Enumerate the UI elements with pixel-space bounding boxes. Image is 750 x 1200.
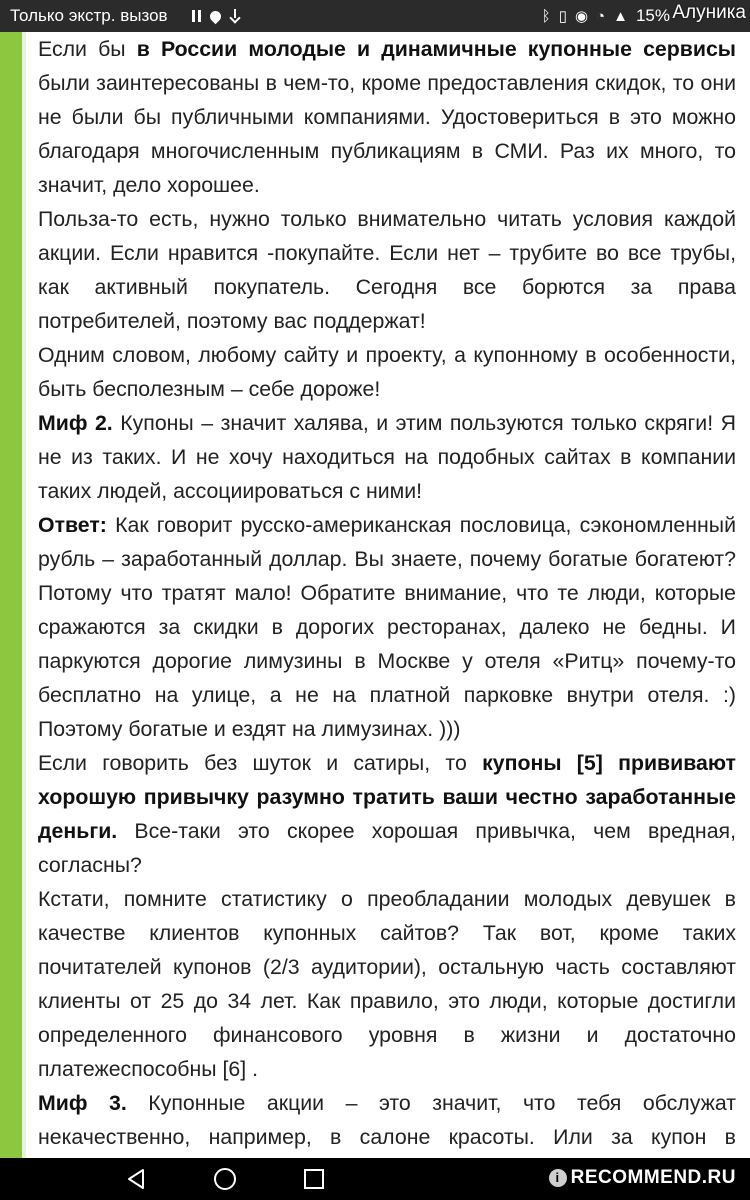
text-run: Если говорить без шуток и сатиры, то (38, 751, 483, 775)
watermark-username: Алуника (672, 2, 746, 23)
location-icon (207, 8, 223, 24)
bold-text: Миф 3. (38, 1091, 127, 1115)
text-run: были заинтересованы в чем-то, кроме предоставления скидок, то они не были бы публичными компаниями. Удостовериться в это можно благодаря многочисленным публикациям в СМИ. Раз их много, то значит, дело хорошее. (38, 71, 736, 197)
quote-accent-inner (22, 32, 26, 1158)
text-run: Одним словом, любому сайту и проекту, а купонному в особенности, быть бесполезным – себе дороже! (38, 343, 736, 401)
text-run: Все-таки это скорее хорошая привычка, чем вредная, согласны? (38, 819, 736, 877)
battery-percent: 15% (635, 6, 670, 25)
status-icons-left (192, 9, 241, 23)
signal-icon: ▲ (613, 7, 628, 25)
article-paragraph (38, 508, 736, 746)
article-body (38, 32, 736, 1158)
wifi-icon: ◔ (596, 7, 606, 25)
bold-text: Ответ: (38, 513, 107, 537)
recommend-logo-icon: i (549, 1169, 567, 1187)
watermark-site (549, 1167, 736, 1189)
navigation-bar (0, 1158, 750, 1200)
watermark-site-text: RECOMMEND.RU (570, 1167, 736, 1188)
bold-text: Миф 2. (38, 411, 113, 435)
vibrate-icon: ▯ (558, 7, 567, 25)
bluetooth-icon: ᛒ (541, 7, 551, 25)
home-icon[interactable] (214, 1168, 236, 1190)
article-paragraph (38, 406, 736, 508)
text-run: Польза-то есть, нужно только внимательно читать условия каждой акции. Если нравится -покупайте. Если нет – трубите во все трубы, как активный покупатель. Сегодня все борются за права потребителей, поэтому вас поддержат! (38, 207, 736, 333)
media-pause-icon (192, 10, 202, 22)
recent-apps-icon[interactable] (304, 1169, 324, 1189)
text-run: Купоны – значит халява, и этим пользуются только скряги! Я не из таких. И не хочу находиться на подобных сайтах в компании таких людей, ассоциироваться с ними! (38, 411, 736, 503)
text-run: Если бы (38, 37, 137, 61)
carrier-text: Только экстр. вызов (10, 6, 168, 25)
download-icon (229, 9, 241, 23)
eye-comfort-icon: ◉ (574, 7, 589, 25)
text-run: Купонные акции – это значит, что тебя обслужат некачественно, например, в салоне красоты. Или за купон в (38, 1091, 736, 1149)
bold-text: в России молодые и динамичные купонные сервисы (136, 37, 736, 61)
status-bar (0, 0, 750, 32)
article-paragraph (38, 338, 736, 406)
article-paragraph (38, 882, 736, 1086)
back-icon[interactable] (126, 1168, 146, 1190)
quote-accent-bar (0, 32, 22, 1158)
text-run: Как говорит русско-американская пословица, сэкономленный рубль – заработанный доллар. Вы знаете, почему богатые богатеют? Потому что тратят мало! Обратите внимание, что те люди, которые сражаются за скидки в дорогих ресторанах, далеко не бедны. И паркуются дорогие лимузины в Москве у отеля «Ритц» почему-то бесплатно на улице, а не на платной парковке внутри отеля. :) Поэтому богатые и ездят на лимузинах. ))) (38, 513, 736, 741)
article-paragraph (38, 32, 736, 202)
article-paragraph (38, 746, 736, 882)
bold-text: купоны [5] прививают хорошую привычку разумно тратить ваши честно заработанные деньги. (38, 751, 736, 843)
article-paragraph (38, 202, 736, 338)
status-left (10, 6, 241, 26)
text-run: Кстати, помните статистику о преобладании молодых девушек в качестве клиентов купонных сайтов? Так вот, кроме таких почитателей купонов (2/3 аудитории), остальную часть составляют клиенты от 25 до 34 лет. Как правило, это люди, которые достигли определенного финансового уровня в жизни и достаточно платежеспособны [6] . (38, 887, 736, 1081)
